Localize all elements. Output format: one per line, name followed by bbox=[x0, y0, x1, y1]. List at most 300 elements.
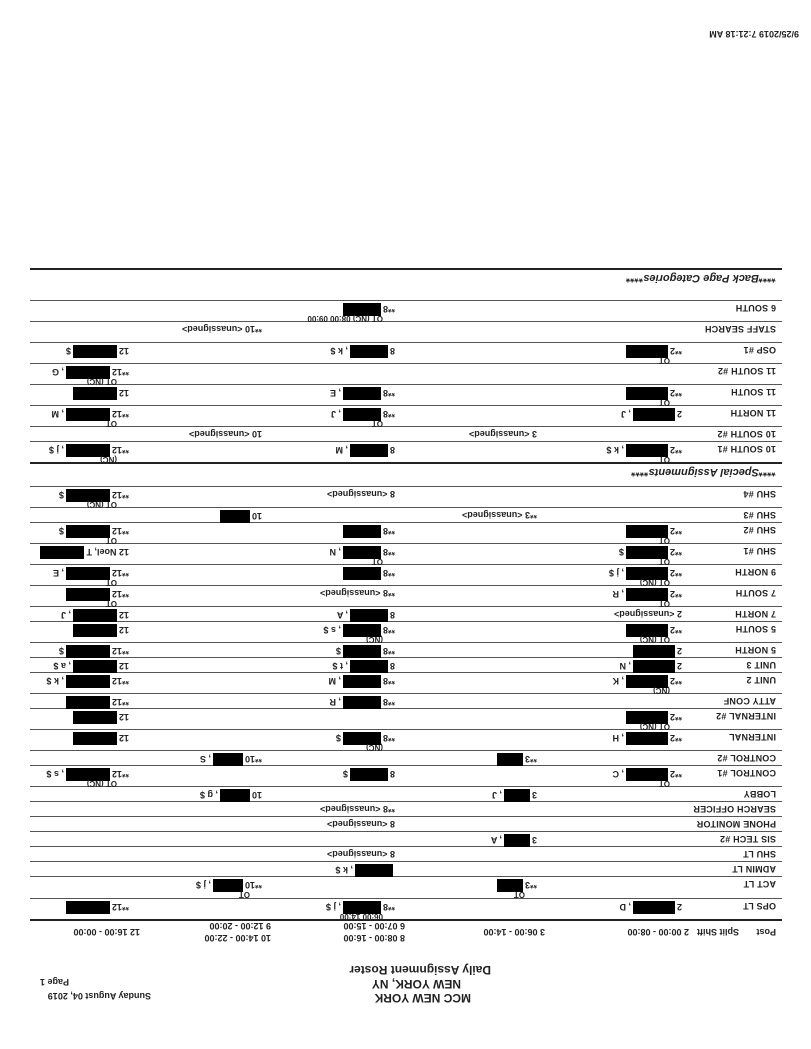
shift-cell-c5 bbox=[53, 567, 129, 580]
shift-cell-c5 bbox=[59, 645, 129, 658]
roster-row bbox=[30, 363, 782, 384]
post-name: OSP #1 bbox=[743, 345, 776, 355]
shift-cell-c3 bbox=[330, 345, 395, 358]
shift-cell-c5 bbox=[46, 675, 129, 688]
shift-number: **8 bbox=[382, 409, 395, 419]
shift-number: 12 Noel, T bbox=[86, 547, 129, 557]
staff-suffix: , S bbox=[199, 754, 211, 764]
redaction-bar bbox=[350, 660, 388, 673]
shift-number: **10 bbox=[244, 880, 262, 890]
col-shift-5: 12 16:00 - 00:00 bbox=[73, 927, 140, 937]
redaction-bar bbox=[73, 345, 117, 358]
shift-cell-c3 bbox=[327, 819, 395, 829]
post-name: 7 NORTH bbox=[735, 609, 776, 619]
shift-cell-c3 bbox=[337, 609, 395, 622]
shift-number: **12 bbox=[111, 902, 129, 912]
col-shift-1: 2 00:00 - 08:00 bbox=[627, 927, 689, 937]
col-shift-2: 3 06:00 - 14:00 bbox=[483, 927, 545, 937]
col-split: Split Shift bbox=[697, 927, 739, 937]
shift-number: **8 bbox=[382, 547, 395, 557]
shift-number: **10 <unassigned> bbox=[181, 324, 262, 334]
redaction-bar bbox=[73, 624, 117, 637]
col-shift-4a: 10 14:00 - 22:00 bbox=[204, 933, 271, 943]
shift-cell-c3 bbox=[335, 444, 395, 457]
post-name: 5 SOUTH bbox=[735, 624, 776, 634]
shift-number: 12 bbox=[118, 388, 129, 398]
roster-row bbox=[30, 750, 782, 765]
shift-number: **2 bbox=[669, 625, 682, 635]
shift-cell-c2 bbox=[492, 789, 537, 802]
shift-cell-c5 bbox=[51, 408, 129, 421]
shift-cell-c5 bbox=[64, 696, 129, 709]
shift-cell-c4 bbox=[189, 429, 262, 439]
shift-cell-c5 bbox=[61, 609, 129, 622]
shift-note: (NC) bbox=[100, 455, 117, 464]
shift-cell-c4 bbox=[218, 510, 262, 523]
redaction-bar bbox=[66, 408, 110, 421]
redaction-bar bbox=[66, 901, 110, 914]
roster-row bbox=[30, 621, 782, 642]
post-name: STAFF SEARCH bbox=[704, 324, 776, 334]
shift-number: 2 bbox=[676, 646, 682, 656]
shift-cell-c3 bbox=[343, 768, 395, 781]
shift-number: 8 bbox=[389, 346, 395, 356]
redaction-bar bbox=[73, 387, 117, 400]
shift-number: **8 bbox=[382, 646, 395, 656]
shift-number: 12 bbox=[118, 625, 129, 635]
shift-cell-c3 bbox=[323, 624, 395, 637]
shift-cell-c1 bbox=[624, 525, 682, 538]
post-name: INTERNAL bbox=[728, 732, 776, 742]
staff-suffix: , J bbox=[330, 409, 341, 419]
staff-suffix: , H bbox=[612, 733, 624, 743]
col-post: Post bbox=[756, 927, 776, 937]
redaction-bar bbox=[633, 645, 675, 658]
shift-number: **2 bbox=[669, 568, 682, 578]
redaction-bar bbox=[350, 609, 388, 622]
shift-number: 10 bbox=[251, 790, 262, 800]
shift-cell-c5 bbox=[71, 387, 129, 400]
redaction-bar bbox=[220, 510, 250, 523]
roster-row bbox=[30, 300, 782, 321]
staff-suffix: , D bbox=[619, 902, 631, 912]
redaction-bar bbox=[355, 864, 393, 877]
shift-number: 8 <unassigned> bbox=[326, 819, 395, 829]
shift-number: **12 bbox=[111, 568, 129, 578]
redaction-bar bbox=[504, 789, 530, 802]
shift-number: 12 bbox=[118, 712, 129, 722]
roster-row bbox=[30, 507, 782, 522]
redaction-bar bbox=[626, 732, 668, 745]
staff-suffix: , j $ bbox=[325, 902, 341, 912]
roster-row bbox=[30, 898, 782, 919]
redaction-bar bbox=[66, 567, 110, 580]
shift-number: 2 bbox=[676, 902, 682, 912]
shift-cell-c5 bbox=[71, 711, 129, 724]
redaction-bar bbox=[633, 660, 675, 673]
roster-row bbox=[30, 729, 782, 750]
shift-number: **3 <unassigned> bbox=[461, 510, 537, 520]
shift-note: OT (NC) bbox=[86, 779, 117, 788]
post-name: SHU #2 bbox=[743, 525, 776, 535]
redaction-bar bbox=[633, 408, 675, 421]
shift-cell-c1 bbox=[631, 645, 682, 658]
shift-number: **12 bbox=[111, 409, 129, 419]
redaction-bar bbox=[350, 444, 388, 457]
shift-cell-c1 bbox=[624, 387, 682, 400]
post-name: ATTY CONF bbox=[723, 696, 776, 706]
shift-number: 2 bbox=[676, 409, 682, 419]
shift-number: 3 bbox=[531, 790, 537, 800]
shift-cell-c2 bbox=[462, 510, 537, 520]
shift-number: 8 bbox=[389, 661, 395, 671]
post-name: PHONE MONITOR bbox=[696, 819, 776, 829]
shift-note: OT (NC) bbox=[639, 578, 670, 587]
shift-cell-c3 bbox=[329, 546, 395, 559]
header-rule bbox=[30, 919, 782, 921]
staff-suffix: , E bbox=[52, 568, 64, 578]
shift-cell-c5 bbox=[38, 546, 129, 559]
post-name: 10 SOUTH #1 bbox=[717, 444, 776, 454]
roster-row bbox=[30, 876, 782, 898]
roster-row bbox=[30, 426, 782, 441]
redaction-bar bbox=[66, 588, 110, 601]
staff-suffix: , j $ bbox=[608, 568, 624, 578]
shift-number: 2 bbox=[676, 661, 682, 671]
shift-number: **12 bbox=[111, 445, 129, 455]
staff-suffix: , A bbox=[490, 835, 502, 845]
post-name: ACT LT bbox=[743, 879, 776, 889]
shift-cell-c4 bbox=[196, 879, 262, 892]
shift-note: OT (NC) bbox=[639, 635, 670, 644]
post-name: 6 SOUTH bbox=[735, 303, 776, 313]
shift-cell-c3 bbox=[332, 660, 395, 673]
roster-row bbox=[30, 384, 782, 405]
roster-row bbox=[30, 342, 782, 363]
shift-number: 8 bbox=[389, 769, 395, 779]
shift-cell-c4 bbox=[200, 753, 262, 766]
shift-number: **2 bbox=[669, 388, 682, 398]
staff-suffix: , E bbox=[329, 388, 341, 398]
redaction-bar bbox=[66, 525, 110, 538]
staff-suffix: , R bbox=[612, 589, 624, 599]
shift-number: **8 bbox=[382, 526, 395, 536]
shift-cell-c4 bbox=[182, 324, 262, 334]
post-name: UNIT 3 bbox=[746, 660, 776, 670]
staff-suffix: , J bbox=[620, 409, 631, 419]
redaction-bar bbox=[73, 609, 117, 622]
redaction-bar bbox=[66, 645, 110, 658]
post-name: CONTROL #2 bbox=[717, 753, 776, 763]
shift-number: **8 bbox=[382, 902, 395, 912]
report-title: Daily Assignment Roster bbox=[349, 963, 491, 977]
shift-number: **2 bbox=[669, 526, 682, 536]
shift-note: OT (NC) bbox=[86, 377, 117, 386]
section-header bbox=[30, 268, 782, 292]
redaction-bar bbox=[73, 660, 117, 673]
shift-cell-c5 bbox=[71, 732, 129, 745]
post-name: OPS LT bbox=[742, 901, 776, 911]
shift-note: OT (NC) bbox=[86, 500, 117, 509]
post-name: 11 SOUTH #2 bbox=[717, 366, 776, 376]
post-name: 7 SOUTH bbox=[735, 588, 776, 598]
staff-suffix: , j $ bbox=[48, 445, 64, 455]
post-name: CONTROL #1 bbox=[717, 768, 776, 778]
shift-cell-c3 bbox=[336, 645, 395, 658]
staff-suffix: , R bbox=[329, 697, 341, 707]
redaction-bar bbox=[213, 753, 243, 766]
shift-number: 8 <unassigned> bbox=[326, 489, 395, 499]
post-name: 5 NORTH bbox=[735, 645, 776, 655]
staff-suffix: , N bbox=[619, 661, 631, 671]
roster-row bbox=[30, 321, 782, 336]
shift-cell-c3 bbox=[329, 696, 395, 709]
staff-suffix: , a $ bbox=[53, 661, 71, 671]
shift-note: OT bbox=[238, 890, 250, 899]
shift-number: 3 <unassigned> bbox=[468, 429, 537, 439]
roster-row bbox=[30, 606, 782, 621]
staff-suffix: $ bbox=[58, 490, 64, 500]
shift-number: **2 bbox=[669, 733, 682, 743]
print-timestamp: 9/25/2019 7:21:18 AM bbox=[709, 29, 799, 39]
shift-number: **10 bbox=[244, 754, 262, 764]
shift-number: **2 bbox=[669, 676, 682, 686]
shift-cell-c2 bbox=[491, 834, 537, 847]
roster-row bbox=[30, 693, 782, 708]
post-name: SHU #1 bbox=[743, 546, 776, 556]
redaction-bar bbox=[40, 546, 84, 559]
shift-number: 8 <unassigned> bbox=[326, 849, 395, 859]
shift-number: **8 <unassigned> bbox=[319, 804, 395, 814]
redaction-bar bbox=[350, 345, 388, 358]
shift-note: OT bbox=[658, 398, 670, 407]
redaction-bar bbox=[504, 834, 530, 847]
staff-suffix: , C bbox=[612, 769, 624, 779]
shift-number: **2 bbox=[669, 769, 682, 779]
col-shift-4b: 9 12:00 - 20:00 bbox=[209, 921, 271, 931]
shift-cell-c3 bbox=[331, 408, 395, 421]
shift-cell-c1 bbox=[619, 901, 682, 914]
shift-cell-c3 bbox=[320, 588, 395, 598]
shift-number: **8 bbox=[382, 388, 395, 398]
shift-number: **12 bbox=[111, 697, 129, 707]
shift-cell-c1 bbox=[612, 588, 682, 601]
shift-note: (NC) bbox=[366, 743, 383, 752]
shift-cell-c1 bbox=[612, 768, 682, 781]
staff-suffix: $ bbox=[65, 346, 71, 356]
roster-row bbox=[30, 861, 782, 876]
shift-note: OT bbox=[105, 536, 117, 545]
roster-row bbox=[30, 522, 782, 543]
shift-number: **8 <unassigned> bbox=[319, 588, 395, 598]
redaction-bar bbox=[66, 696, 110, 709]
shift-note: OT (NC) 08:00 09:00 bbox=[307, 314, 383, 323]
section-header bbox=[30, 462, 782, 486]
post-name: 11 SOUTH bbox=[730, 387, 776, 397]
shift-cell-c3 bbox=[327, 849, 395, 859]
roster-row bbox=[30, 816, 782, 831]
shift-number: **8 bbox=[382, 568, 395, 578]
col-shift-3b: 6 07:00 - 15:00 bbox=[343, 921, 405, 931]
staff-suffix: , k $ bbox=[335, 865, 353, 875]
redaction-bar bbox=[343, 525, 381, 538]
shift-cell-c1 bbox=[606, 444, 682, 457]
shift-cell-c5 bbox=[53, 660, 129, 673]
shift-cell-c1 bbox=[624, 345, 682, 358]
shift-number: **8 bbox=[382, 304, 395, 314]
roster-row bbox=[30, 801, 782, 816]
shift-note: 06:00 14:00 bbox=[339, 912, 383, 921]
shift-number: **12 bbox=[111, 490, 129, 500]
staff-suffix: , M bbox=[328, 676, 341, 686]
shift-number: 10 <unassigned> bbox=[188, 429, 262, 439]
shift-number: 8 bbox=[389, 445, 395, 455]
shift-note: OT bbox=[105, 578, 117, 587]
redaction-bar bbox=[73, 711, 117, 724]
shift-cell-c1 bbox=[619, 660, 682, 673]
shift-number: **3 bbox=[524, 880, 537, 890]
shift-number: **2 bbox=[669, 712, 682, 722]
roster-row bbox=[30, 585, 782, 606]
shift-number: **2 bbox=[669, 589, 682, 599]
roster-row bbox=[30, 405, 782, 426]
shift-number: **8 bbox=[382, 676, 395, 686]
staff-suffix: , M bbox=[51, 409, 64, 419]
shift-number: **2 bbox=[669, 346, 682, 356]
page-number: Page 1 bbox=[39, 977, 69, 987]
shift-cell-c3 bbox=[341, 525, 395, 538]
shift-note: (NC) bbox=[366, 635, 383, 644]
staff-suffix: $ bbox=[58, 526, 64, 536]
staff-suffix: , J bbox=[491, 790, 502, 800]
redaction-bar bbox=[497, 753, 523, 766]
shift-number: 12 bbox=[118, 661, 129, 671]
shift-cell-c2 bbox=[495, 753, 537, 766]
roster-row bbox=[30, 672, 782, 693]
shift-note: (NC) bbox=[653, 686, 670, 695]
shift-number: **12 bbox=[111, 769, 129, 779]
shift-cell-c4 bbox=[200, 789, 262, 802]
shift-number: 10 bbox=[251, 511, 262, 521]
roster-row bbox=[30, 831, 782, 846]
roster-row bbox=[30, 564, 782, 585]
shift-cell-c3 bbox=[330, 387, 395, 400]
shift-number: 12 bbox=[118, 733, 129, 743]
post-name: INTERNAL #2 bbox=[715, 711, 776, 721]
shift-number: **3 bbox=[524, 754, 537, 764]
shift-note: OT bbox=[658, 779, 670, 788]
redaction-bar bbox=[343, 645, 381, 658]
shift-number: **2 bbox=[669, 547, 682, 557]
post-name: SEARCH OFFICER bbox=[693, 804, 776, 814]
shift-note: OT bbox=[658, 356, 670, 365]
shift-note: OT bbox=[513, 890, 525, 899]
shift-cell-c3 bbox=[320, 804, 395, 814]
staff-suffix: , s $ bbox=[323, 625, 341, 635]
shift-number: **2 bbox=[669, 445, 682, 455]
shift-number: 8 bbox=[389, 610, 395, 620]
staff-suffix: , M bbox=[335, 445, 348, 455]
shift-number: **12 bbox=[111, 589, 129, 599]
shift-cell-c5 bbox=[64, 901, 129, 914]
shift-note: OT (NC) bbox=[639, 722, 670, 731]
staff-suffix: , g $ bbox=[199, 790, 218, 800]
redaction-bar bbox=[343, 567, 381, 580]
shift-cell-c2 bbox=[469, 429, 537, 439]
shift-number: 2 <unassigned> bbox=[613, 609, 682, 619]
shift-number: 12 bbox=[118, 610, 129, 620]
redaction-bar bbox=[66, 675, 110, 688]
post-name: SHU #4 bbox=[743, 489, 776, 499]
shift-cell-c1 bbox=[612, 732, 682, 745]
staff-suffix: , G bbox=[51, 367, 64, 377]
redaction-bar bbox=[633, 901, 675, 914]
shift-number: 3 bbox=[531, 835, 537, 845]
staff-suffix: , J bbox=[60, 610, 71, 620]
staff-suffix: $ bbox=[58, 646, 64, 656]
staff-suffix: , k $ bbox=[330, 346, 348, 356]
shift-cell-c3 bbox=[335, 864, 395, 877]
section-title: ****Back Page Categories**** bbox=[626, 272, 776, 284]
staff-suffix: , k $ bbox=[46, 676, 64, 686]
redaction-bar bbox=[220, 789, 250, 802]
shift-number: **12 bbox=[111, 367, 129, 377]
report-date: Sunday August 04, 2019 bbox=[47, 991, 151, 1001]
post-name: ADMIN LT bbox=[732, 864, 776, 874]
post-name: SHU #3 bbox=[743, 510, 776, 520]
redaction-bar bbox=[343, 696, 381, 709]
post-name: UNIT 2 bbox=[746, 675, 776, 685]
shift-cell-c1 bbox=[621, 408, 682, 421]
shift-cell-c5 bbox=[64, 588, 129, 601]
roster-row bbox=[30, 786, 782, 801]
staff-suffix: , s $ bbox=[46, 769, 64, 779]
location: NEW YORK, NY bbox=[371, 977, 461, 991]
post-name: 10 SOUTH #2 bbox=[717, 429, 776, 439]
shift-number: 12 bbox=[118, 346, 129, 356]
roster-row bbox=[30, 642, 782, 657]
shift-cell-c5 bbox=[66, 345, 129, 358]
roster-row bbox=[30, 657, 782, 672]
shift-number: **12 bbox=[111, 526, 129, 536]
shift-note: OT bbox=[105, 599, 117, 608]
staff-suffix: $ bbox=[618, 547, 624, 557]
redaction-bar bbox=[343, 387, 381, 400]
col-shift-3a: 8 08:00 - 16:00 bbox=[343, 933, 405, 943]
shift-cell-c3 bbox=[327, 489, 395, 499]
shift-note: OT bbox=[658, 455, 670, 464]
redaction-bar bbox=[343, 675, 381, 688]
shift-cell-c1 bbox=[614, 609, 682, 619]
staff-suffix: , j $ bbox=[195, 880, 211, 890]
shift-cell-c1 bbox=[619, 546, 682, 559]
post-name: SHU LT bbox=[742, 849, 776, 859]
post-name: SIS TECH #2 bbox=[719, 834, 776, 844]
post-name: LOBBY bbox=[743, 789, 776, 799]
staff-suffix: , t $ bbox=[332, 661, 348, 671]
shift-cell-c5 bbox=[71, 624, 129, 637]
shift-note: OT bbox=[105, 419, 117, 428]
redaction-bar bbox=[350, 768, 388, 781]
staff-suffix: , k $ bbox=[606, 445, 624, 455]
shift-note: OT bbox=[658, 557, 670, 566]
post-name: 9 NORTH bbox=[735, 567, 776, 577]
roster-row bbox=[30, 486, 782, 507]
roster-row bbox=[30, 708, 782, 729]
redaction-bar bbox=[73, 732, 117, 745]
shift-cell-c3 bbox=[341, 567, 395, 580]
shift-cell-c3 bbox=[328, 675, 395, 688]
